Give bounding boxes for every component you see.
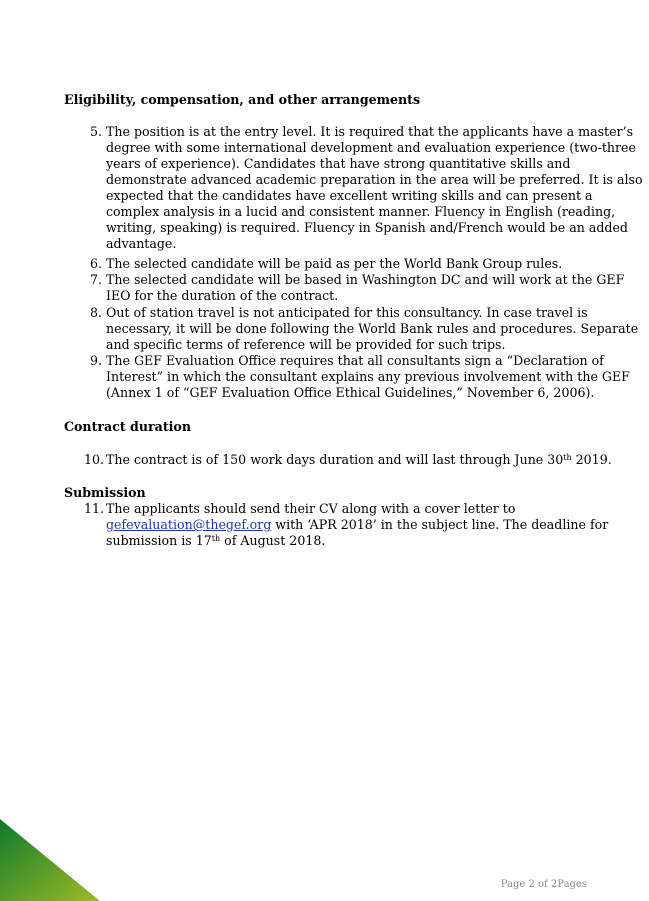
item-line (106, 517, 612, 533)
item-text (106, 305, 639, 353)
item-line: The selected candidate will be paid as per the World Bank Group rules. (106, 256, 563, 271)
item-text (106, 353, 630, 401)
item-line: complex analysis in a lucid and consistent manner. Fluency in English (reading, (106, 204, 616, 219)
list-item-11 (84, 501, 612, 549)
item-line: IEO for the duration of the contract. (106, 288, 339, 303)
item-text-after: of August 2018. (220, 533, 326, 548)
list-item-7 (84, 272, 625, 304)
item-text (106, 256, 612, 272)
item-line (106, 533, 612, 549)
list-item-9 (84, 353, 630, 401)
list-item-8 (84, 305, 639, 353)
item-number: 5. (89, 124, 102, 139)
corner-triangle (0, 819, 100, 901)
section-heading-contract-duration: Contract duration (64, 419, 191, 434)
ordinal-suffix: th (211, 534, 221, 543)
item-number: 8. (89, 305, 102, 320)
item-line: advantage. (106, 236, 177, 251)
item-number: 9. (89, 353, 102, 368)
page-number: Page 2 of 2Pages (500, 879, 587, 890)
item-line: The selected candidate will be based in Washington DC and will work at the GEF (106, 272, 625, 287)
list-item-5 (84, 124, 643, 252)
item-line: degree with some international development and evaluation experience (two-three (106, 140, 636, 155)
item-number: 11. (84, 501, 105, 516)
item-line: and specific terms of reference will be provided for such trips. (106, 337, 506, 352)
item-line: (Annex 1 of “GEF Evaluation Office Ethical Guidelines,” November 6, 2006). (106, 385, 595, 400)
item-number: 7. (89, 272, 102, 287)
item-line (106, 452, 612, 468)
item-line: The position is at the entry level. It is required that the applicants have a master’s (106, 124, 634, 139)
item-text-before: The contract is of 150 work days duration and will last through June 30 (106, 452, 564, 467)
item-text-after: with ‘APR 2018’ in the subject line. The deadline for (271, 517, 609, 532)
ordinal-suffix: th (563, 453, 572, 462)
item-line: Out of station travel is not anticipated for this consultancy. In case travel is (106, 305, 588, 320)
item-line: The applicants should send their CV along with a cover letter to (106, 501, 516, 516)
section-heading-submission: Submission (64, 485, 146, 500)
item-line: necessary, it will be done following the World Bank rules and procedures. Separate (106, 321, 639, 336)
item-line: demonstrate advanced academic preparation in the area will be preferred. It is also (106, 172, 643, 187)
item-text (106, 501, 612, 549)
email-link[interactable]: gefevaluation@thegef.org (106, 517, 272, 532)
item-number: 10. (84, 452, 105, 467)
list-item-10 (84, 452, 612, 468)
item-line: Interest” in which the consultant explains any previous involvement with the GEF (106, 369, 630, 384)
item-line: The GEF Evaluation Office requires that all consultants sign a “Declaration of (106, 353, 604, 368)
item-line: expected that the candidates have excellent writing skills and can present a (106, 188, 593, 203)
item-text-before: submission is 17 (106, 533, 212, 548)
item-line: years of experience). Candidates that have strong quantitative skills and (106, 156, 571, 171)
item-text (106, 452, 612, 468)
item-number: 6. (89, 256, 102, 271)
item-text (106, 272, 625, 304)
item-text-after: 2019. (571, 452, 612, 467)
corner-decoration (0, 809, 100, 901)
section-heading-eligibility: Eligibility, compensation, and other arrangements (64, 92, 421, 107)
list-item-6 (84, 256, 612, 272)
item-text (106, 124, 643, 252)
item-line: writing, speaking) is required. Fluency in Spanish and/French would be an added (106, 220, 628, 235)
